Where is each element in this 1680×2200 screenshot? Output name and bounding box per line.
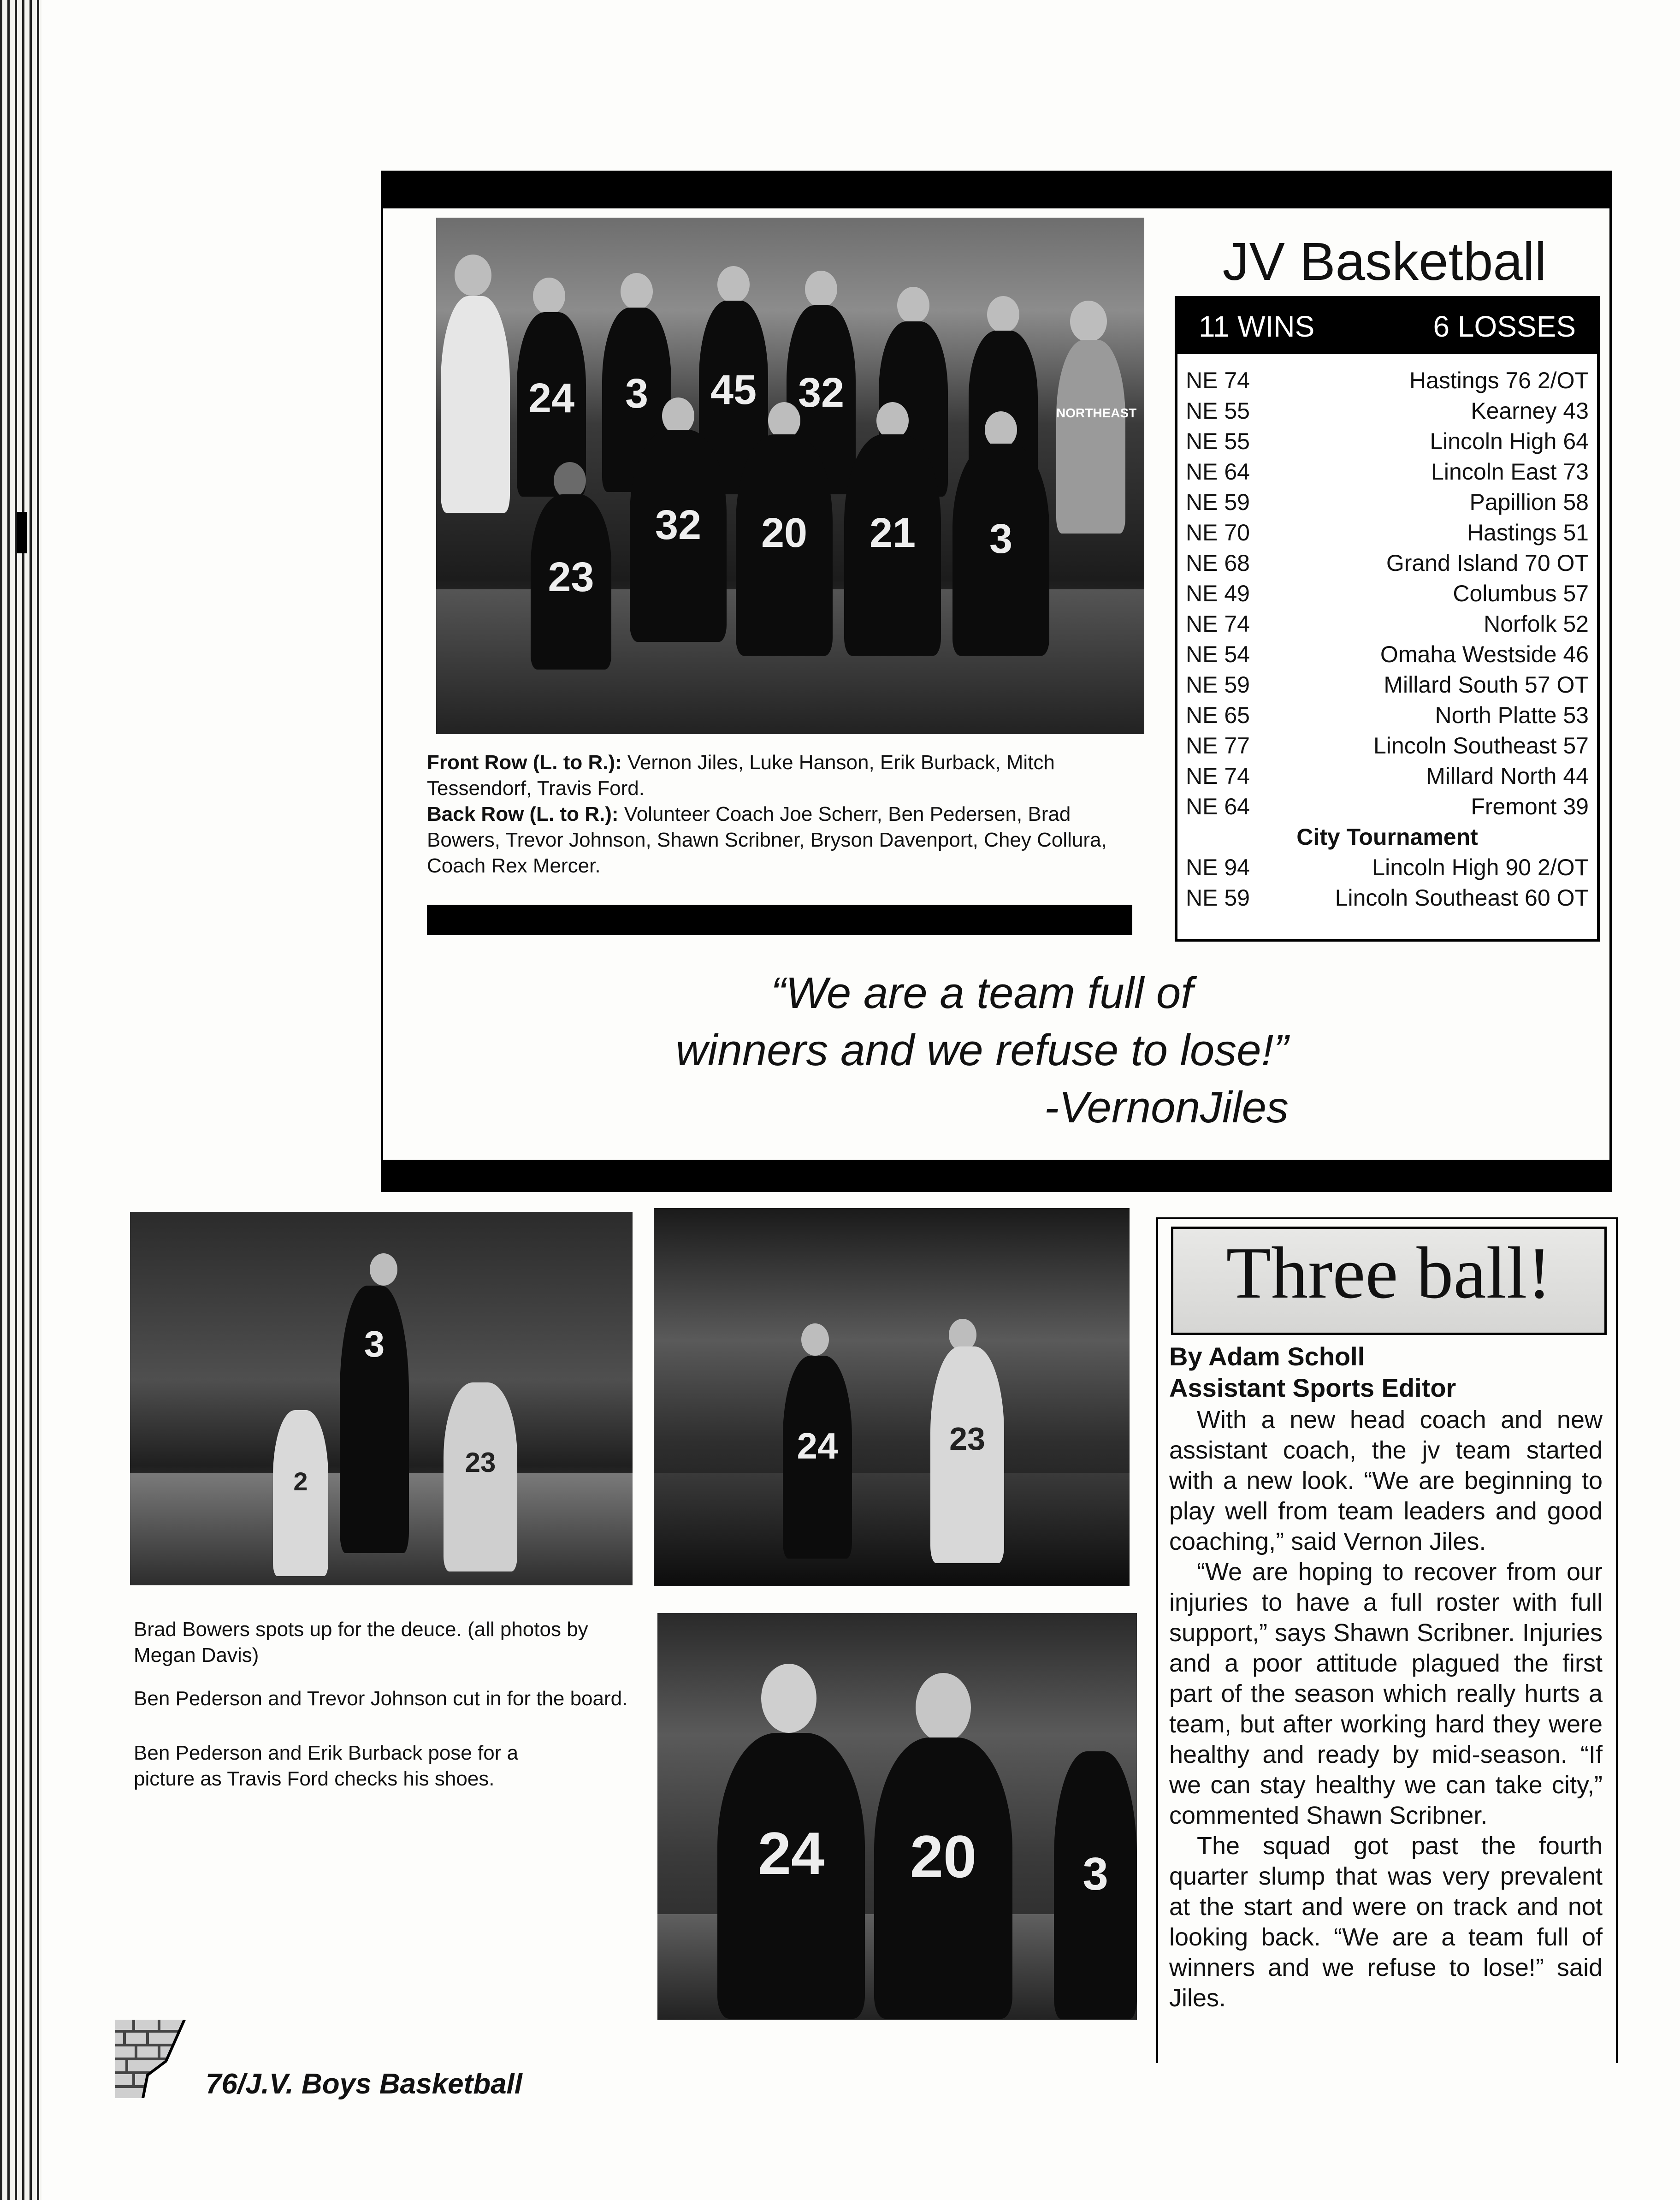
byline-role: Assistant Sports Editor bbox=[1169, 1373, 1456, 1402]
quote-attribution: -VernonJiles bbox=[1044, 1083, 1289, 1132]
losses-count: 6 LOSSES bbox=[1433, 310, 1576, 343]
pose-player bbox=[874, 1737, 1012, 2019]
story-paragraph: “We are hoping to recover from our injuries to have a full roster with full support,” says Shawn Scribner. Injuries and a poor attitude plagued the first part of the season which really hurts a team, but after working hard they were healthy and ready by mid-season. “If we can stay healthy we can take city,” commented Shawn Scribner. bbox=[1169, 1558, 1603, 1829]
jersey-number: 45 bbox=[710, 367, 757, 413]
player-head bbox=[761, 1664, 816, 1733]
story-title: Three ball! bbox=[1171, 1227, 1607, 1335]
front-row-player bbox=[630, 430, 727, 642]
caption-pose: Ben Pederson and Erik Burback pose for a picture as Travis Ford checks his shoes. bbox=[134, 1742, 519, 1790]
game-row: NE 64 Fremont 39 bbox=[1186, 794, 1589, 819]
jersey-number: 24 bbox=[757, 1820, 825, 1887]
front-row-player bbox=[736, 434, 833, 656]
jersey-number: 23 bbox=[465, 1447, 496, 1478]
player-head bbox=[805, 271, 837, 308]
front-row-names: Vernon Jiles, Luke Hanson, Erik Burback, Mitch Tessendorf, Travis Ford. bbox=[427, 751, 1055, 800]
jersey-number: 32 bbox=[798, 370, 845, 416]
player-head bbox=[876, 402, 909, 439]
gym-floor bbox=[654, 1473, 1130, 1586]
story-paragraph: With a new head coach and new assistant coach, the jv team started with a new look. “We are beginning to play well from team leaders and good coaching,” said Vernon Jiles. bbox=[1169, 1406, 1603, 1555]
player-head bbox=[801, 1323, 829, 1356]
back-row-names: Volunteer Coach Joe Scherr, Ben Pedersen, Brad Bowers, Trevor Johnson, Shawn Scribner, Bryson Davenport, Chey Collura, Coach Rex Mercer. bbox=[427, 803, 1107, 877]
game-row: NE 77 Lincoln Southeast 57 bbox=[1186, 733, 1589, 759]
record-title: JV Basketball bbox=[1222, 231, 1547, 291]
quote-line-2: winners and we refuse to lose!” bbox=[675, 1026, 1289, 1075]
opponent-player bbox=[930, 1346, 1004, 1563]
jersey-number: 24 bbox=[528, 375, 575, 421]
wins-count: 11 WINS bbox=[1199, 310, 1315, 343]
jersey-number: 23 bbox=[949, 1420, 985, 1457]
front-row-player bbox=[952, 444, 1049, 656]
defender-player bbox=[273, 1410, 328, 1576]
jersey-number: 24 bbox=[797, 1425, 838, 1466]
front-row-label: Front Row (L. to R.): bbox=[427, 751, 622, 774]
binding-spine bbox=[0, 0, 41, 2200]
team-photo-caption bbox=[427, 750, 1149, 879]
season-record-box bbox=[1175, 296, 1600, 942]
jersey-number: 20 bbox=[761, 510, 808, 557]
player-head bbox=[916, 1673, 971, 1742]
jersey-number: 3 bbox=[625, 371, 649, 417]
top-rule-bar bbox=[381, 171, 1612, 208]
northeast-player bbox=[783, 1356, 852, 1559]
jersey-number: 23 bbox=[548, 554, 594, 601]
pose-photo bbox=[657, 1613, 1137, 2020]
game-row: NE 59 Lincoln Southeast 60 OT bbox=[1186, 885, 1589, 911]
coach-head bbox=[1070, 301, 1107, 342]
game-row: NE 59 Papillion 58 bbox=[1186, 489, 1589, 515]
binding-tab bbox=[17, 512, 27, 553]
player-head bbox=[662, 397, 694, 434]
pull-quote bbox=[452, 965, 1512, 1136]
game-row: NE 68 Grand Island 70 OT bbox=[1186, 550, 1589, 576]
game-row: NE 70 Hastings 51 bbox=[1186, 520, 1589, 546]
tournament-label: City Tournament bbox=[1296, 824, 1478, 850]
game-row: NE 74 Hastings 76 2/OT bbox=[1186, 368, 1589, 393]
bottom-rule-bar bbox=[381, 1160, 1612, 1192]
player-head bbox=[533, 278, 565, 314]
game-row: NE 94 Lincoln High 90 2/OT bbox=[1186, 854, 1589, 880]
player-head bbox=[987, 296, 1019, 333]
game-row: NE 64 Lincoln East 73 bbox=[1186, 459, 1589, 485]
pose-player bbox=[717, 1733, 865, 2019]
page-corner-brick-icon bbox=[115, 2020, 189, 2098]
front-row-player bbox=[531, 494, 611, 670]
game-row: NE 54 Omaha Westside 46 bbox=[1186, 641, 1589, 667]
coach-left bbox=[441, 296, 510, 513]
caption-rule-bar bbox=[427, 905, 1132, 935]
caption-rebound: Ben Pederson and Trevor Johnson cut in for the board. bbox=[134, 1687, 628, 1710]
game-row: NE 55 Kearney 43 bbox=[1186, 398, 1589, 424]
player-head bbox=[370, 1253, 397, 1286]
jersey-number: 20 bbox=[910, 1823, 977, 1890]
byline-author: By Adam Scholl bbox=[1169, 1342, 1365, 1371]
story-body bbox=[1169, 1405, 1603, 2013]
quote-line-1: “We are a team full of bbox=[771, 968, 1193, 1018]
player-head bbox=[554, 462, 586, 499]
pose-player bbox=[1054, 1751, 1137, 2019]
team-photo bbox=[436, 218, 1144, 734]
player-head bbox=[621, 273, 653, 310]
back-row-label: Back Row (L. to R.): bbox=[427, 803, 619, 825]
game-row: NE 49 Columbus 57 bbox=[1186, 581, 1589, 606]
player-head bbox=[717, 266, 750, 303]
coach-right bbox=[1056, 340, 1137, 534]
player-head bbox=[897, 287, 929, 324]
jersey-number: 21 bbox=[869, 510, 916, 557]
game-row: NE 74 Norfolk 52 bbox=[1186, 611, 1589, 637]
jersey-number: 3 bbox=[1083, 1848, 1108, 1900]
player-head bbox=[768, 402, 800, 439]
story-paragraph: The squad got past the fourth quarter slump that was very prevalent at the start and were on track and not looking back. “We are a team full of winners and we refuse to lose!” said Jiles. bbox=[1169, 1832, 1603, 2012]
game-list bbox=[1177, 354, 1597, 913]
jersey-number: 3 bbox=[989, 516, 1013, 563]
record-header bbox=[1177, 299, 1597, 354]
player-head bbox=[985, 411, 1017, 448]
shooter-player bbox=[340, 1286, 409, 1553]
jersey-number: 3 bbox=[364, 1323, 385, 1365]
page-footer-label: 76/J.V. Boys Basketball bbox=[206, 2068, 522, 2100]
front-row-player bbox=[844, 434, 941, 656]
game-row: NE 55 Lincoln High 64 bbox=[1186, 428, 1589, 454]
coach-head bbox=[455, 255, 491, 296]
game-row: NE 65 North Platte 53 bbox=[1186, 702, 1589, 728]
photo-captions bbox=[134, 1617, 632, 1792]
game-row: NE 74 Millard North 44 bbox=[1186, 763, 1589, 789]
jersey-number: 2 bbox=[293, 1467, 308, 1496]
jersey-number: 32 bbox=[655, 502, 702, 549]
game-row: NE 59 Millard South 57 OT bbox=[1186, 672, 1589, 698]
coach-shirt-text: NORTHEAST bbox=[1056, 405, 1137, 420]
action-photo-rebound bbox=[654, 1208, 1130, 1586]
defender-player bbox=[444, 1382, 517, 1571]
caption-shot: Brad Bowers spots up for the deuce. (all photos by Megan Davis) bbox=[134, 1618, 588, 1666]
action-photo-shot bbox=[130, 1212, 633, 1585]
story-byline bbox=[1169, 1341, 1603, 1404]
